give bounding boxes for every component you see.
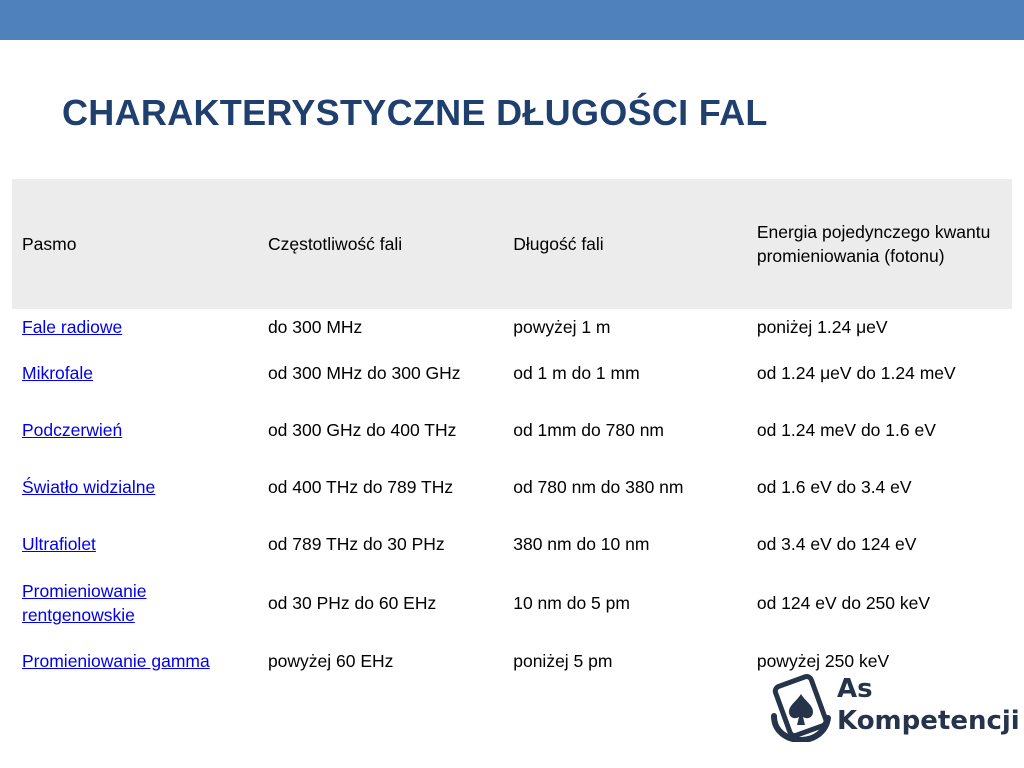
as-kompetencji-logo <box>770 672 1020 744</box>
energy-cell: od 124 eV do 250 keV <box>756 592 931 613</box>
table-row <box>12 345 1012 401</box>
band-link-infrared[interactable]: Podczerwień <box>22 419 123 440</box>
top-accent-bar <box>0 0 1024 40</box>
table-header-row <box>12 179 1012 309</box>
table-row <box>12 401 1012 459</box>
wavelength-cell: od 780 nm do 380 nm <box>513 477 684 498</box>
band-link-visible-light[interactable]: Światło widzialne <box>22 477 156 498</box>
logo-line-1: As <box>837 674 873 704</box>
table-row <box>12 573 1012 633</box>
energy-cell: od 3.4 eV do 124 eV <box>756 534 917 555</box>
logo-text <box>837 676 1020 734</box>
wavelength-cell: 380 nm do 10 nm <box>513 534 650 555</box>
band-cell <box>12 401 258 459</box>
energy-cell: powyżej 250 keV <box>756 650 890 671</box>
frequency-cell: od 789 THz do 30 PHz <box>267 534 445 555</box>
column-header-wavelength: Długość fali <box>503 179 747 309</box>
energy-cell: poniżej 1.24 μeV <box>756 316 888 337</box>
frequency-cell: od 300 GHz do 400 THz <box>267 419 457 440</box>
band-cell <box>12 345 258 401</box>
column-header-photon-energy: Energia pojedynczego kwantu promieniowania (fotonu) <box>747 179 1012 309</box>
band-cell <box>12 573 258 633</box>
column-header-frequency: Częstotliwość fali <box>258 179 503 309</box>
band-link-radio[interactable]: Fale radiowe <box>22 316 123 337</box>
energy-cell: od 1.24 meV do 1.6 eV <box>756 419 936 440</box>
spade-card-icon <box>770 672 832 742</box>
wavelength-cell: powyżej 1 m <box>513 316 611 337</box>
band-cell <box>12 633 258 689</box>
band-cell <box>12 309 258 345</box>
wavelength-table <box>12 179 1012 689</box>
page-title: CHARAKTERYSTYCZNE DŁUGOŚCI FAL <box>62 92 768 133</box>
energy-cell: od 1.24 μeV do 1.24 meV <box>756 362 956 383</box>
logo-line-2: Kompetencji <box>837 706 1020 736</box>
frequency-cell: powyżej 60 EHz <box>267 650 394 671</box>
band-link-microwave[interactable]: Mikrofale <box>22 362 93 383</box>
table-row <box>12 459 1012 516</box>
energy-cell: od 1.6 eV do 3.4 eV <box>756 477 912 498</box>
frequency-cell: od 30 PHz do 60 EHz <box>267 592 437 613</box>
band-cell <box>12 459 258 516</box>
wavelength-cell: 10 nm do 5 pm <box>513 592 630 613</box>
table-row <box>12 516 1012 573</box>
frequency-cell: do 300 MHz <box>267 316 363 337</box>
band-link-ultraviolet[interactable]: Ultrafiolet <box>22 534 96 555</box>
band-cell <box>12 516 258 573</box>
band-link-x-ray[interactable]: Promieniowanie rentgenowskie <box>22 580 147 625</box>
wavelength-cell: poniżej 5 pm <box>513 650 613 671</box>
frequency-cell: od 300 MHz do 300 GHz <box>267 362 461 383</box>
column-header-band: Pasmo <box>12 179 258 309</box>
band-link-gamma[interactable]: Promieniowanie gamma <box>22 650 210 671</box>
frequency-cell: od 400 THz do 789 THz <box>267 477 454 498</box>
wavelength-cell: od 1mm do 780 nm <box>513 419 665 440</box>
wavelength-cell: od 1 m do 1 mm <box>513 362 640 383</box>
table-row <box>12 309 1012 345</box>
